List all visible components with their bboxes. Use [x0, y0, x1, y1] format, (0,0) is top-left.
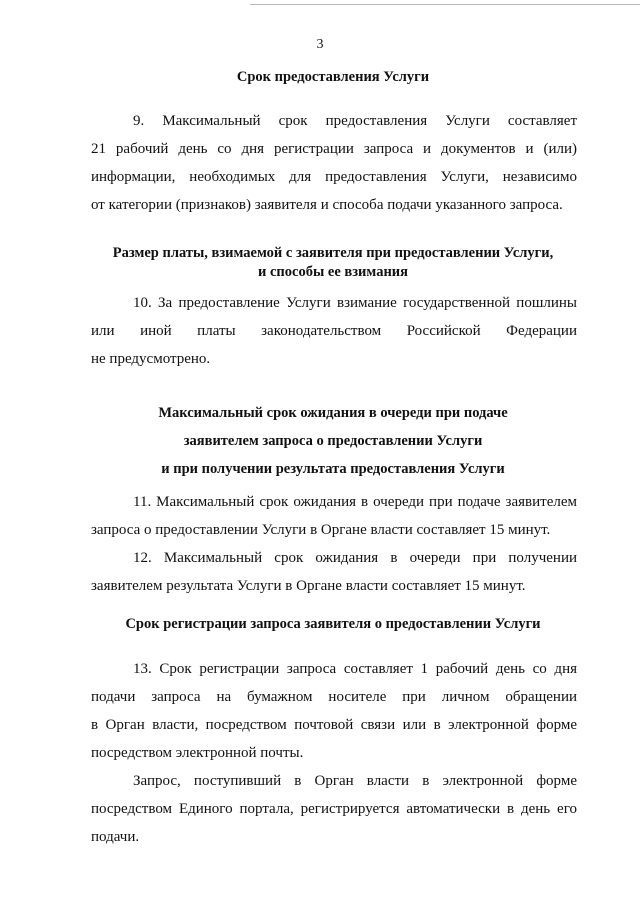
text-line: Запрос, поступивший в Орган власти в электронной форме — [133, 773, 577, 789]
section-heading-fee — [88, 244, 578, 282]
text-line: 12. Максимальный срок ожидания в очереди при получении — [133, 550, 577, 566]
text-line: 10. За предоставление Услуги взимание государственной пошлины — [133, 295, 577, 311]
heading-line: Срок предоставления Услуги — [236, 69, 430, 85]
text-line: в Орган власти, посредством почтовой связи или в электронной форме — [91, 717, 577, 733]
text-line: подачи. — [91, 829, 140, 845]
text-line: подачи запроса на бумажном носителе при личном обращении — [91, 689, 577, 705]
heading-line: заявителем запроса о предоставлении Услуги — [183, 433, 483, 449]
section-heading-registration — [88, 615, 578, 634]
paragraph-9 — [91, 107, 577, 219]
text-line: заявителем результата Услуги в Органе власти составляет 15 минут. — [91, 578, 526, 594]
heading-line: и при получении результата предоставления Услуги — [161, 461, 505, 477]
text-line: 11. Максимальный срок ожидания в очереди при подаче заявителем — [133, 494, 577, 510]
heading-line: Размер платы, взимаемой с заявителя при предоставлении Услуги, — [112, 245, 554, 261]
text-line: запроса о предоставлении Услуги в Органе власти составляет 15 минут. — [91, 522, 551, 538]
text-line: информации, необходимых для предоставления Услуги, независимо — [91, 169, 577, 185]
section-heading-queue — [88, 399, 578, 483]
text-line: или иной платы законодательством Российской Федерации — [91, 323, 577, 339]
text-line: 21 рабочий день со дня регистрации запроса и документов и (или) — [91, 141, 577, 157]
heading-line: Максимальный срок ожидания в очереди при подаче — [158, 405, 508, 421]
text-line: 9. Максимальный срок предоставления Услуги составляет — [133, 113, 577, 129]
text-line: не предусмотрено. — [91, 351, 211, 367]
paragraph-11-12 — [91, 488, 577, 600]
page-number: 3 — [316, 37, 324, 52]
heading-line: и способы ее взимания — [258, 264, 408, 280]
paragraph-13 — [91, 655, 577, 851]
text-line: посредством электронной почты. — [91, 745, 304, 761]
heading-line: Срок регистрации запроса заявителя о предоставлении Услуги — [125, 616, 541, 632]
text-line: от категории (признаков) заявителя и способа подачи указанного запроса. — [91, 197, 563, 213]
top-border-line — [250, 4, 640, 5]
text-line: 13. Срок регистрации запроса составляет 1 рабочий день со дня — [133, 661, 577, 677]
section-heading-service-term — [88, 68, 578, 87]
paragraph-10 — [91, 289, 577, 373]
text-line: посредством Единого портала, регистрируется автоматически в день его — [91, 801, 577, 817]
